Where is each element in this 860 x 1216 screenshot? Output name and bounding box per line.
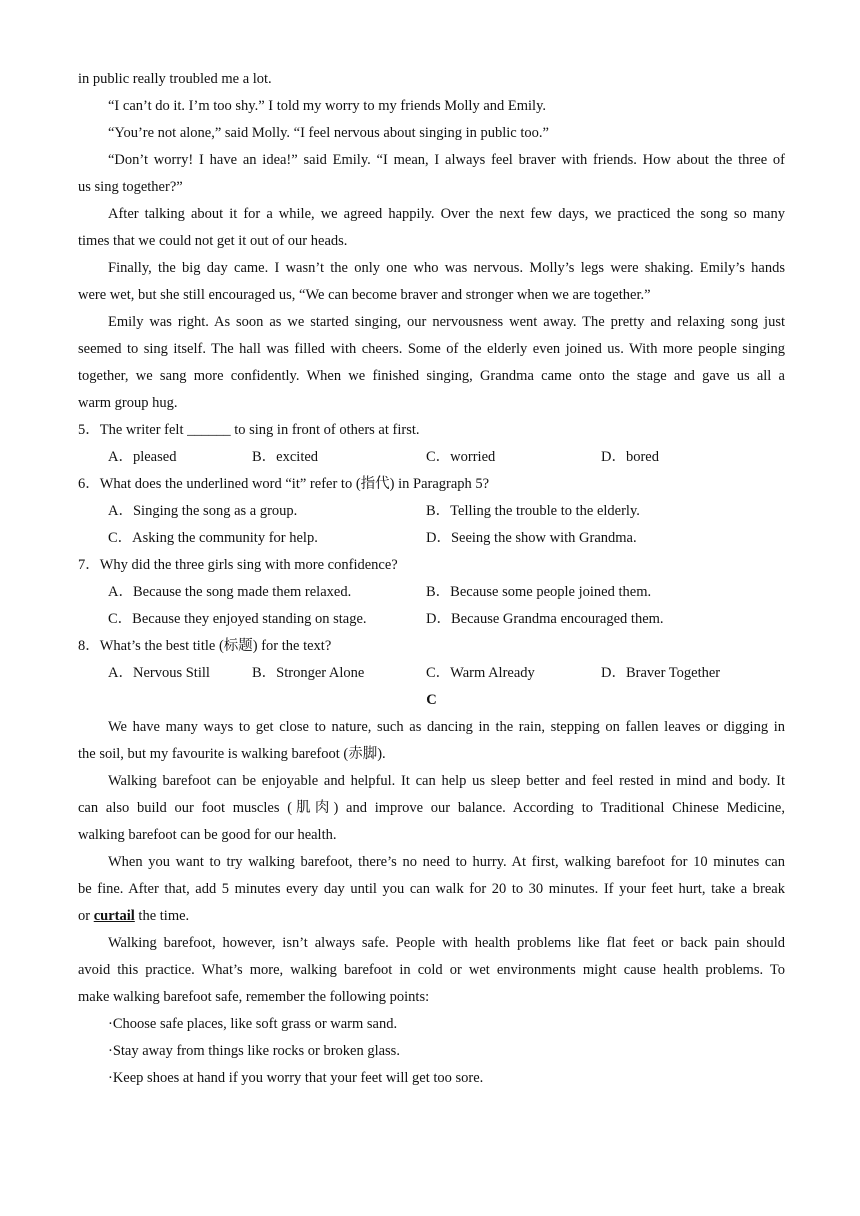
passage-line: walking barefoot can be good for our health. xyxy=(78,827,337,843)
passage-line: “I can’t do it. I’m too shy.” I told my worry to my friends Molly and Emily. xyxy=(108,98,547,114)
option-d: D．bored xyxy=(601,449,659,465)
option-row xyxy=(78,498,785,525)
passage-line: Finally, the big day came. I wasn’t the only one who was nervous. Molly’s legs were shaking. Emily’s hands xyxy=(108,260,785,276)
option-b: B．Because some people joined them. xyxy=(426,584,652,600)
text-fragment: or xyxy=(78,908,94,924)
passage-line: can also build our foot muscles (肌肉) and improve our balance. According to Traditional Chinese Medicine, xyxy=(78,800,785,816)
passage-line: When you want to try walking barefoot, there’s no need to hurry. At first, walking barefoot for 10 minutes can xyxy=(108,854,785,870)
bullet-item: ·Keep shoes at hand if you worry that your feet will get too sore. xyxy=(108,1070,484,1086)
underlined-word: curtail xyxy=(93,908,135,924)
option-b: B．Telling the trouble to the elderly. xyxy=(426,503,640,519)
question-stem: 6．What does the underlined word “it” refer to (指代) in Paragraph 5? xyxy=(78,476,490,492)
passage-line: warm group hug. xyxy=(78,395,178,411)
passage-line: in public really troubled me a lot. xyxy=(78,71,272,87)
passage-line: seemed to sing itself. The hall was filled with cheers. Some of the elderly even joined us. With more people singing xyxy=(78,341,785,357)
passage-line: the soil, but my favourite is walking barefoot (赤脚). xyxy=(78,746,386,762)
question-stem: 8．What’s the best title (标题) for the text? xyxy=(78,638,332,654)
passage-line: times that we could not get it out of our heads. xyxy=(78,233,348,249)
option-d: D．Because Grandma encouraged them. xyxy=(426,611,664,627)
option-a: A．pleased xyxy=(108,449,177,465)
bullet-item: ·Stay away from things like rocks or broken glass. xyxy=(108,1043,400,1059)
option-row xyxy=(78,525,785,552)
option-c: C．worried xyxy=(426,449,496,465)
option-row xyxy=(78,606,785,633)
option-row xyxy=(78,579,785,606)
passage-line: Emily was right. As soon as we started singing, our nervousness went away. The pretty and relaxing song just xyxy=(108,314,785,330)
passage-line: “You’re not alone,” said Molly. “I feel nervous about singing in public too.” xyxy=(108,125,549,141)
option-a: A．Nervous Still xyxy=(108,665,210,681)
passage-line xyxy=(78,903,785,930)
option-c: C．Asking the community for help. xyxy=(108,530,318,546)
option-row xyxy=(78,660,785,687)
option-b: B．excited xyxy=(252,449,319,465)
question-stem: 7．Why did the three girls sing with more confidence? xyxy=(78,557,398,573)
passage-line: make walking barefoot safe, remember the following points: xyxy=(78,989,430,1005)
option-c: C．Warm Already xyxy=(426,665,535,681)
passage-line: be fine. After that, add 5 minutes every day until you can walk for 20 to 30 minutes. If your feet hurt, take a break xyxy=(78,881,785,897)
passage-line: We have many ways to get close to nature, such as dancing in the rain, stepping on fallen leaves or digging in xyxy=(108,719,785,735)
bullet-item: ·Choose safe places, like soft grass or warm sand. xyxy=(108,1016,398,1032)
option-d: D．Braver Together xyxy=(601,665,721,681)
option-a: A．Singing the song as a group. xyxy=(108,503,298,519)
passage-line: Walking barefoot, however, isn’t always safe. People with health problems like flat feet or back pain should xyxy=(108,935,785,951)
passage-line: After talking about it for a while, we agreed happily. Over the next few days, we practiced the song so many xyxy=(108,206,785,222)
document-page xyxy=(78,66,785,1092)
passage-line: were wet, but she still encouraged us, “We can become braver and stronger when we are together.” xyxy=(78,287,651,303)
question-stem: 5．The writer felt ______ to sing in front of others at first. xyxy=(78,422,420,438)
text-fragment: the time. xyxy=(134,908,190,924)
passage-line: us sing together?” xyxy=(78,179,183,195)
passage-line: Walking barefoot can be enjoyable and helpful. It can help us sleep better and feel rested in mind and body. It xyxy=(108,773,785,789)
option-b: B．Stronger Alone xyxy=(252,665,365,681)
passage-line: avoid this practice. What’s more, walking barefoot in cold or wet environments might cause health problems. To xyxy=(78,962,785,978)
option-c: C．Because they enjoyed standing on stage. xyxy=(108,611,367,627)
section-heading: C xyxy=(426,692,437,708)
option-row xyxy=(78,444,785,471)
option-d: D．Seeing the show with Grandma. xyxy=(426,530,637,546)
passage-line: “Don’t worry! I have an idea!” said Emily. “I mean, I always feel braver with friends. How about the three of xyxy=(108,152,785,168)
option-a: A．Because the song made them relaxed. xyxy=(108,584,352,600)
passage-line: together, we sang more confidently. When we finished singing, Grandma came onto the stage and gave us all a xyxy=(78,368,785,384)
